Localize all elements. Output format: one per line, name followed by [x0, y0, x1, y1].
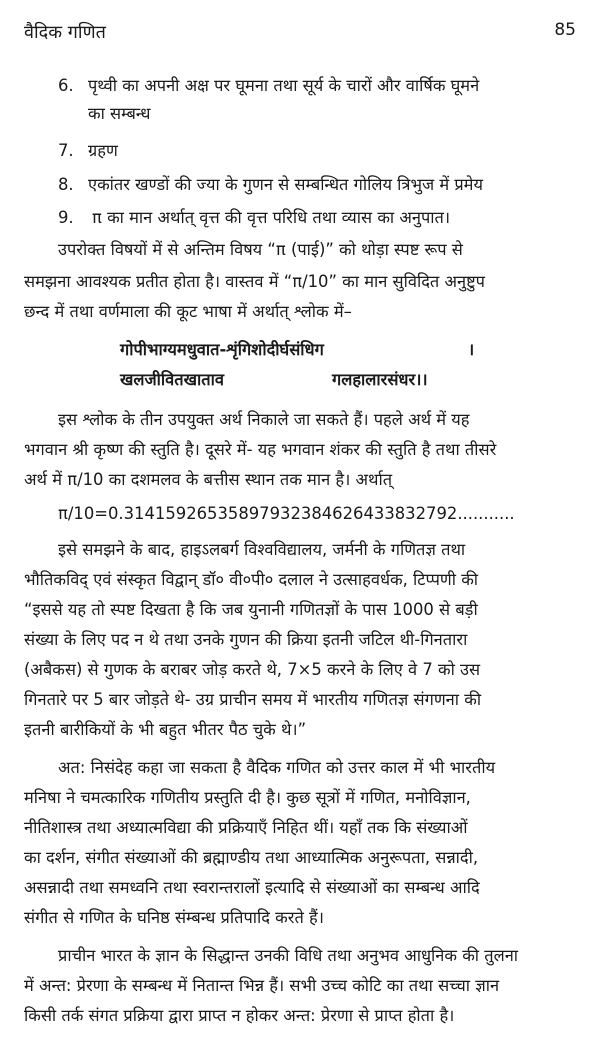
paragraph-line: समझना आवश्यक प्रतीत होता है। वास्तव में “π/10” का मान सुविदित अनुष्टुप: [24, 272, 485, 291]
paragraph-line: उपरोक्त विषयों में से अन्तिम विषय “π (पाई)” को थोड़ा स्पष्ट रूप से: [58, 240, 463, 259]
paragraph-line: छन्द में तथा वर्णमाला की कूट भाषा में अर्थात् श्लोक में–: [24, 302, 352, 321]
list-item-line: एकांतर खण्डों की ज्या के गुणन से सम्बन्धित गोलिय त्रिभुज में प्रमेय: [88, 175, 483, 194]
list-number: 9.: [58, 208, 74, 227]
paragraph-line: (अबैकस) से गुणक के बराबर जोड़ करते थे, 7×5 करने के लिए वे 7 को उस: [24, 660, 481, 679]
sloka-line: गोपीभाग्यमधुवात-शृंगिशोदीर्घसंधिग: [120, 340, 324, 359]
pi-formula: π/10=0.31415926535897932384626433832792...........: [58, 504, 515, 523]
list-number: 8.: [58, 175, 74, 194]
list-number: 7.: [58, 141, 74, 160]
sloka-line: खलजीवितखाताव: [120, 370, 224, 389]
sloka-line: गलहालारसंधर।।: [332, 370, 428, 389]
paragraph-line: भगवान श्री कृष्ण की स्तुति है। दूसरे में- यह भगवान शंकर की स्तुति है तथा तीसरे: [24, 440, 497, 459]
header-title: वैदिक गणित: [24, 22, 106, 43]
list-item-line: पृथ्वी का अपनी अक्ष पर घूमना तथा सूर्य के चारों और वार्षिक घूमने: [88, 76, 480, 95]
paragraph-line: प्राचीन भारत के ज्ञान के सिद्धान्त उनकी विधि तथा अनुभव आधुनिक की तुलना: [58, 946, 519, 965]
paragraph-line: अर्थ में π/10 का दशमलव के बत्तीस स्थान तक मान है। अर्थात्: [24, 470, 393, 489]
paragraph-line: इसे समझने के बाद, हाइऽलबर्ग विश्वविद्यालय, जर्मनी के गणितज्ञ तथा: [58, 540, 466, 559]
paragraph-line: किसी तर्क संगत प्रक्रिया द्वारा प्राप्त न होकर अन्त: प्रेरणा से प्राप्त होता है।: [24, 1006, 455, 1025]
paragraph-line: का दर्शन, संगीत संख्याओं की ब्रह्माण्डीय तथा आध्यात्मिक अनुरूपता, सन्नादी,: [24, 848, 479, 867]
sloka-danda: ।: [468, 340, 475, 359]
paragraph-line: नीतिशास्त्र तथा अध्यात्मविद्या की प्रक्रियाएँ निहित थीं। यहाँ तक कि संख्याओं: [24, 818, 468, 837]
list-item-line: π का मान अर्थात् वृत्त की वृत्त परिधि तथा व्यास का अनुपात।: [92, 208, 451, 227]
page-number: 85: [554, 20, 576, 40]
paragraph-line: में अन्त: प्रेरणा के सम्बन्ध में नितान्त भिन्न हैं। सभी उच्च कोटि का तथा सच्चा ज्ञान: [24, 976, 500, 995]
paragraph-line: “इससे यह तो स्पष्ट दिखता है कि जब युनानी गणितज्ञों के पास 1000 से बड़ी: [24, 600, 478, 619]
running-header: [24, 20, 576, 50]
paragraph-line: मनिषा ने चमत्कारिक गणितीय प्रस्तुति दी है। कुछ सूत्रों में गणित, मनोविज्ञान,: [24, 788, 471, 807]
paragraph-line: इतनी बारीकियों के भी बहुत भीतर पैठ चुके थे।”: [24, 720, 307, 739]
paragraph-line: इस श्लोक के तीन उपयुक्त अर्थ निकाले जा सकते हैं। पहले अर्थ में यह: [58, 410, 470, 429]
list-item-line: ग्रहण: [88, 141, 118, 160]
list-item-line: का सम्बन्ध: [88, 104, 151, 123]
paragraph-line: अत: निसंदेह कहा जा सकता है वैदिक गणित को उत्तर काल में भी भारतीय: [58, 758, 496, 777]
paragraph-line: गिनतारे पर 5 बार जोड़ते थे- उग्र प्राचीन समय में भारतीय गणितज्ञ संगणना की: [24, 690, 482, 709]
paragraph-line: असन्नादी तथा समध्वनि तथा स्वरान्तरालों इत्यादि से संख्याओं का सम्बन्ध आदि: [24, 878, 480, 897]
list-number: 6.: [58, 76, 74, 95]
paragraph-line: संगीत से गणित के घनिष्ठ संम्बन्ध प्रतिपादि करते हैं।: [24, 908, 324, 927]
paragraph-line: संख्या के लिए पद न थे तथा उनके गुणन की क्रिया इतनी जटिल थी-गिनतारा: [24, 630, 468, 649]
paragraph-line: भौतिकविद् एवं संस्कृत विद्वान् डॉ० वी०पी० दलाल ने उत्साहवर्धक, टिप्पणी की: [24, 570, 479, 589]
